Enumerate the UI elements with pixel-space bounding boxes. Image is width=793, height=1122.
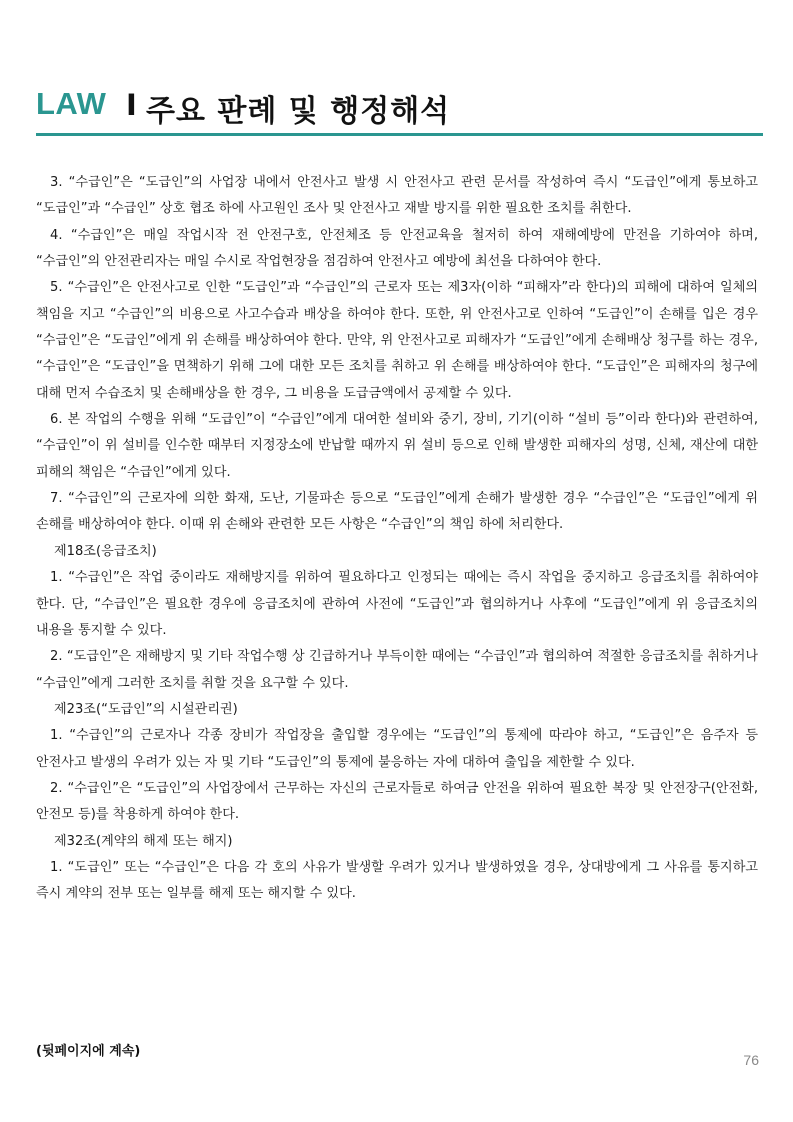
clause-paragraph: 7. “수급인”의 근로자에 의한 화재, 도난, 기물파손 등으로 “도급인”에게 손해가 발생한 경우 “수급인”은 “도급인”에게 위 손해를 배상하여야 한다. 이때 위 손해와 관련한 모든 사항은 “수급인”의 책임 하에 처리한다. bbox=[36, 491, 758, 533]
article-heading: 제23조(“도급인”의 시설관리권) bbox=[54, 701, 238, 717]
article-heading: 제18조(응급조치) bbox=[54, 543, 157, 559]
article-heading: 제32조(계약의 해제 또는 해지) bbox=[54, 833, 233, 849]
clause-paragraph: 3. “수급인”은 “도급인”의 사업장 내에서 안전사고 발생 시 안전사고 관련 문서를 작성하여 즉시 “도급인”에게 통보하고 “도급인”과 “수급인” 상호 협조 하에 사고원인 조사 및 안전사고 재발 방지를 위한 필요한 조치를 취한다. bbox=[36, 175, 758, 217]
clause-paragraph: 1. “수급인”은 작업 중이라도 재해방지를 위하여 필요하다고 인정되는 때에는 즉시 작업을 중지하고 응급조치를 취하여야 한다. 단, “수급인”은 필요한 경우에 응급조치에 관하여 사전에 “도급인”과 협의하거나 사후에 “도급인”에게 위 응급조치의 내용을 통지할 수 있다. bbox=[36, 570, 758, 638]
section-label: LAW bbox=[36, 86, 107, 121]
clause-paragraph: 1. “도급인” 또는 “수급인”은 다음 각 호의 사유가 발생할 우려가 있거나 발생하였을 경우, 상대방에게 그 사유를 통지하고 즉시 계약의 전부 또는 일부를 해제 또는 해지할 수 있다. bbox=[36, 859, 758, 902]
header-divider-mark: I bbox=[126, 88, 137, 122]
clause-paragraph: 5. “수급인”은 안전사고로 인한 “도급인”과 “수급인”의 근로자 또는 제3자(이하 “피해자”라 한다)의 피해에 대하여 일체의 책임을 지고 “수급인”의 비용으로 사고수습과 배상을 하여야 한다. 또한, 위 안전사고로 인하여 “도급인”이 손해를 입은 경우 “수급인”은 “도급인”에게 위 손해를 배상하여야 한다. 만약, 위 안전사고로 피해자가 “도급인”에게 손해배상 청구를 하는 경우, “수급인”은 “도급인”을 면책하기 위해 그에 대한 모든 조치를 취하고 위 손해를 배상하여야 한다. “도급인”은 피해자의 청구에 대해 먼저 수습조치 및 손해배상을 한 경우, 그 비용을 도급금액에서 공제할 수 있다. bbox=[36, 280, 758, 401]
header-rule bbox=[36, 133, 763, 136]
clause-paragraph: 1. “수급인”의 근로자나 각종 장비가 작업장을 출입할 경우에는 “도급인”의 통제에 따라야 하고, “도급인”은 음주자 등 안전사고 발생의 우려가 있는 자 및 기타 “도급인”의 통제에 불응하는 자에 대하여 출입을 제한할 수 있다. bbox=[36, 728, 758, 770]
page-number: 76 bbox=[743, 1052, 759, 1068]
clause-paragraph: 6. 본 작업의 수행을 위해 “도급인”이 “수급인”에게 대여한 설비와 중기, 장비, 기기(이하 “설비 등”이라 한다)와 관련하여, “수급인”이 위 설비를 인수한 때부터 지정장소에 반납할 때까지 위 설비 등으로 인해 발생한 피해자의 성명, 신체, 재산에 대한 피해의 책임은 “수급인”에게 있다. bbox=[36, 412, 758, 480]
body-text bbox=[36, 170, 758, 908]
page-header bbox=[36, 86, 763, 134]
continued-note: (뒷페이지에 계속) bbox=[36, 1044, 141, 1059]
clause-paragraph: 4. “수급인”은 매일 작업시작 전 안전구호, 안전체조 등 안전교육을 철저히 하여 재해예방에 만전을 기하여야 하며, “수급인”의 안전관리자는 매일 수시로 작업현장을 점검하여 안전사고 예방에 최선을 다하여야 한다. bbox=[36, 227, 758, 270]
clause-paragraph: 2. “수급인”은 “도급인”의 사업장에서 근무하는 자신의 근로자들로 하여금 안전을 위하여 필요한 복장 및 안전장구(안전화, 안전모 등)를 착용하게 하여야 한다. bbox=[36, 780, 758, 823]
page-title: 주요 판례 및 행정해석 bbox=[146, 94, 451, 129]
clause-paragraph: 2. “도급인”은 재해방지 및 기타 작업수행 상 긴급하거나 부득이한 때에는 “수급인”과 협의하여 적절한 응급조치를 취하거나 “수급인”에게 그러한 조치를 취할 것을 요구할 수 있다. bbox=[36, 649, 758, 691]
